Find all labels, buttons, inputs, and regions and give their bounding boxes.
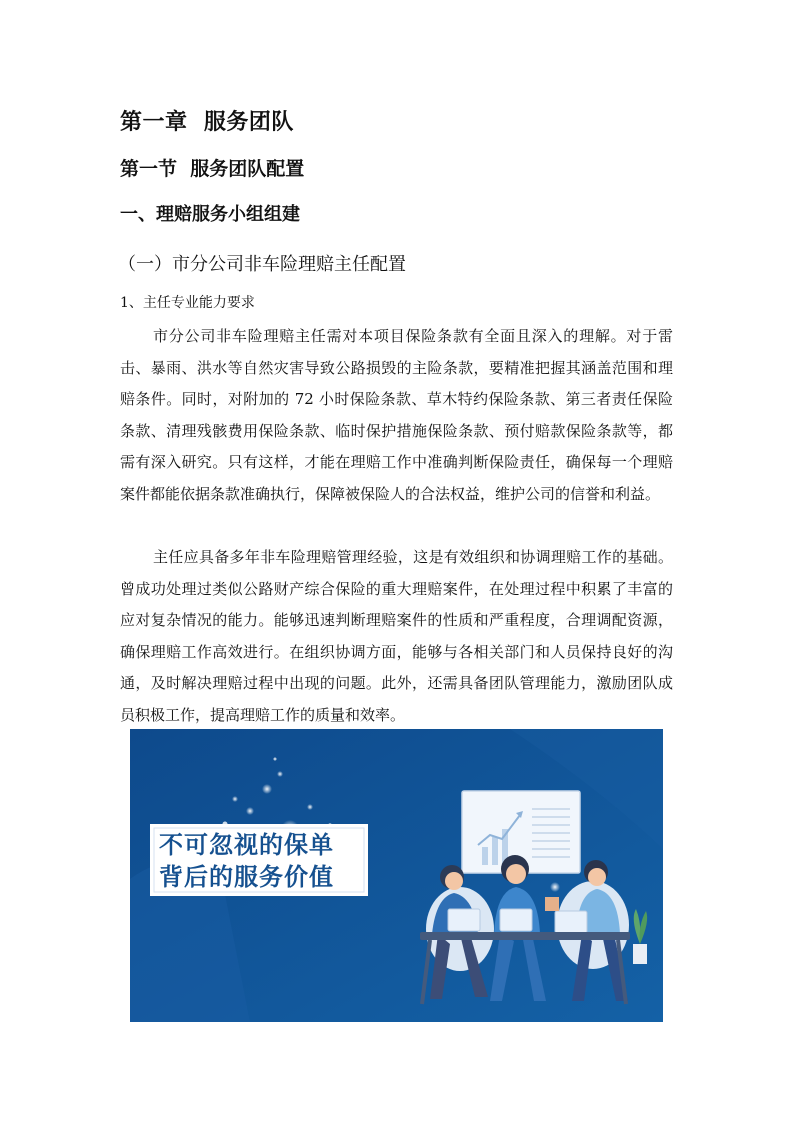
chapter-title: 第一章 服务团队: [120, 110, 294, 135]
banner-title: [159, 829, 334, 893]
item-title: 1、主任专业能力要求: [120, 295, 255, 311]
section-title: 第一节 服务团队配置: [120, 158, 305, 180]
paragraph-2: 主任应具备多年非车险理赔管理经验，这是有效组织和协调理赔工作的基础。曾成功处理过类似公路财产综合保险的重大理赔案件，在处理过程中积累了丰富的应对复杂情况的能力。能够迅速判断理赔案件的性质和严重程度，合理调配资源，确保理赔工作高效进行。在组织协调方面，能够与各相关部门和人员保持良好的沟通，及时解决理赔过程中出现的问题。此外，还需具备团队管理能力，激励团队成员积极工作，提高理赔工作的质量和效率。: [120, 548, 673, 724]
subsection-title: 一、理赔服务小组组建: [120, 204, 300, 225]
paragraph-1: 市分公司非车险理赔主任需对本项目保险条款有全面且深入的理解。对于雷击、暴雨、洪水等自然灾害导致公路损毁的主险条款，要精准把握其涵盖范围和理赔条件。同时，对附加的 72 小时保险条款、草木特约保险条款、第三者责任保险条款、清理残骸费用保险条款、临时保护措施保险条款、预付赔款保险条款等，都需有深入研究。只有这样，才能在理赔工作中准确判断保险责任，确保每一个理赔案件都能依据条款准确执行，保障被保险人的合法权益，维护公司的信誉和利益。: [120, 327, 673, 503]
banner-line-1: 不可忽视的保单: [159, 831, 334, 859]
illustration-image: [130, 729, 663, 1022]
banner-line-2: 背后的服务价值: [159, 863, 334, 891]
sub-subsection-title: （一）市分公司非车险理赔主任配置: [118, 254, 406, 275]
